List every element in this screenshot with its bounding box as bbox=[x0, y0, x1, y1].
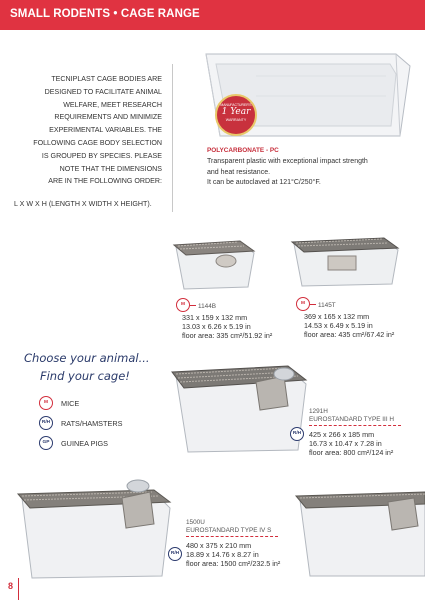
intro-line: WELFARE, MEET RESEARCH bbox=[63, 100, 162, 109]
cage-1291h-rats-hamsters-badge: R/H bbox=[290, 427, 304, 441]
divider bbox=[186, 536, 278, 537]
warranty-top-text: MANUFACTURER'S bbox=[220, 103, 252, 107]
page-number: 8 bbox=[8, 581, 14, 591]
cage-dims-mm: 369 x 165 x 132 mm bbox=[304, 312, 370, 321]
material-desc-line: and heat resistance. bbox=[207, 168, 271, 176]
find-cage-heading: Find your cage! bbox=[40, 369, 130, 383]
warranty-seal bbox=[215, 94, 257, 136]
choose-animal-heading: Choose your animal... bbox=[24, 351, 150, 365]
legend-label: MICE bbox=[61, 399, 80, 408]
cage-1500u-rats-hamsters-badge: R/H bbox=[168, 547, 182, 561]
material-description bbox=[207, 157, 407, 189]
legend-label: RATS/HAMSTERS bbox=[61, 419, 123, 428]
divider bbox=[309, 425, 401, 426]
cage-1144b-code: 1144B bbox=[198, 303, 217, 310]
warranty-main-text: 1 Year bbox=[221, 107, 251, 117]
intro-paragraph bbox=[14, 73, 162, 188]
intro-line: ARE IN THE FOLLOWING ORDER: bbox=[48, 177, 162, 186]
intro-line: TECNIPLAST CAGE BODIES ARE bbox=[51, 75, 162, 83]
cage-1145t-specs bbox=[304, 313, 394, 339]
divider bbox=[18, 578, 19, 600]
cropped-cage-image bbox=[292, 480, 425, 578]
intro-line: EXPERIMENTAL VARIABLES. THE bbox=[49, 126, 162, 135]
divider bbox=[190, 305, 196, 306]
cage-floor-area: floor area: 1500 cm²/232.5 in² bbox=[186, 558, 281, 568]
legend-label: GUINEA PIGS bbox=[61, 439, 109, 448]
warranty-bottom-text: WARRANTY bbox=[225, 118, 247, 122]
cage-dims-in: 14.53 x 6.49 x 5.19 in bbox=[304, 320, 373, 330]
cage-floor-area: floor area: 435 cm²/67.42 in² bbox=[304, 329, 395, 339]
cage-dims-in: 18.89 x 14.76 x 8.27 in bbox=[186, 549, 259, 559]
intro-line: FOLLOWING CAGE BODY SELECTION bbox=[33, 138, 162, 147]
mice-badge: M bbox=[39, 396, 53, 410]
intro-last-line: L X W X H (LENGTH X WIDTH X HEIGHT). bbox=[14, 200, 152, 208]
divider bbox=[310, 304, 316, 305]
cage-1145t-image bbox=[288, 234, 402, 290]
cage-dims-mm: 331 x 159 x 132 mm bbox=[182, 313, 248, 322]
guinea-pigs-badge: GP bbox=[39, 436, 53, 450]
cage-1500u-code: 1500U bbox=[186, 519, 205, 526]
cage-1144b-image bbox=[168, 235, 258, 293]
intro-line: DESIGNED TO FACILITATE ANIMAL bbox=[44, 87, 162, 96]
cage-1145t-code: 1145T bbox=[318, 302, 336, 309]
cage-floor-area: floor area: 335 cm²/51.92 in² bbox=[182, 330, 273, 340]
cage-1500u-specs bbox=[186, 542, 280, 568]
rats-hamsters-badge: R/H bbox=[39, 416, 53, 430]
cage-1500u-subtitle: EUROSTANDARD TYPE IV S bbox=[186, 527, 272, 534]
cage-dims-mm: 480 x 375 x 210 mm bbox=[186, 541, 252, 550]
cage-1291h-code: 1291H bbox=[309, 408, 328, 415]
intro-line: NOTE THAT THE DIMENSIONS bbox=[59, 164, 162, 173]
cage-1291h-image bbox=[166, 358, 310, 456]
material-desc-line: It can be autoclaved at 121°C/250°F. bbox=[207, 179, 321, 186]
intro-line: IS GROUPED BY SPECIES. PLEASE bbox=[41, 151, 162, 160]
cage-1145t-mice-badge: M bbox=[296, 297, 310, 311]
cage-dims-in: 13.03 x 6.26 x 5.19 in bbox=[182, 321, 251, 331]
cage-1144b-specs bbox=[182, 314, 272, 340]
material-label: POLYCARBONATE - PC bbox=[207, 147, 279, 154]
cage-dims-mm: 425 x 266 x 185 mm bbox=[309, 430, 375, 439]
cage-dims-in: 16.73 x 10.47 x 7.28 in bbox=[309, 438, 382, 448]
page-title: SMALL RODENTS • CAGE RANGE bbox=[10, 8, 200, 20]
cage-1500u-image bbox=[14, 468, 174, 580]
intro-line: REQUIREMENTS AND MINIMIZE bbox=[54, 113, 162, 122]
cage-1291h-specs bbox=[309, 431, 393, 457]
cage-floor-area: floor area: 800 cm²/124 in² bbox=[309, 447, 394, 457]
divider bbox=[172, 64, 173, 212]
cage-1144b-mice-badge: M bbox=[176, 298, 190, 312]
cage-1291h-subtitle: EUROSTANDARD TYPE III H bbox=[309, 416, 394, 423]
material-desc-line: Transparent plastic with exceptional impact strength bbox=[207, 158, 368, 165]
